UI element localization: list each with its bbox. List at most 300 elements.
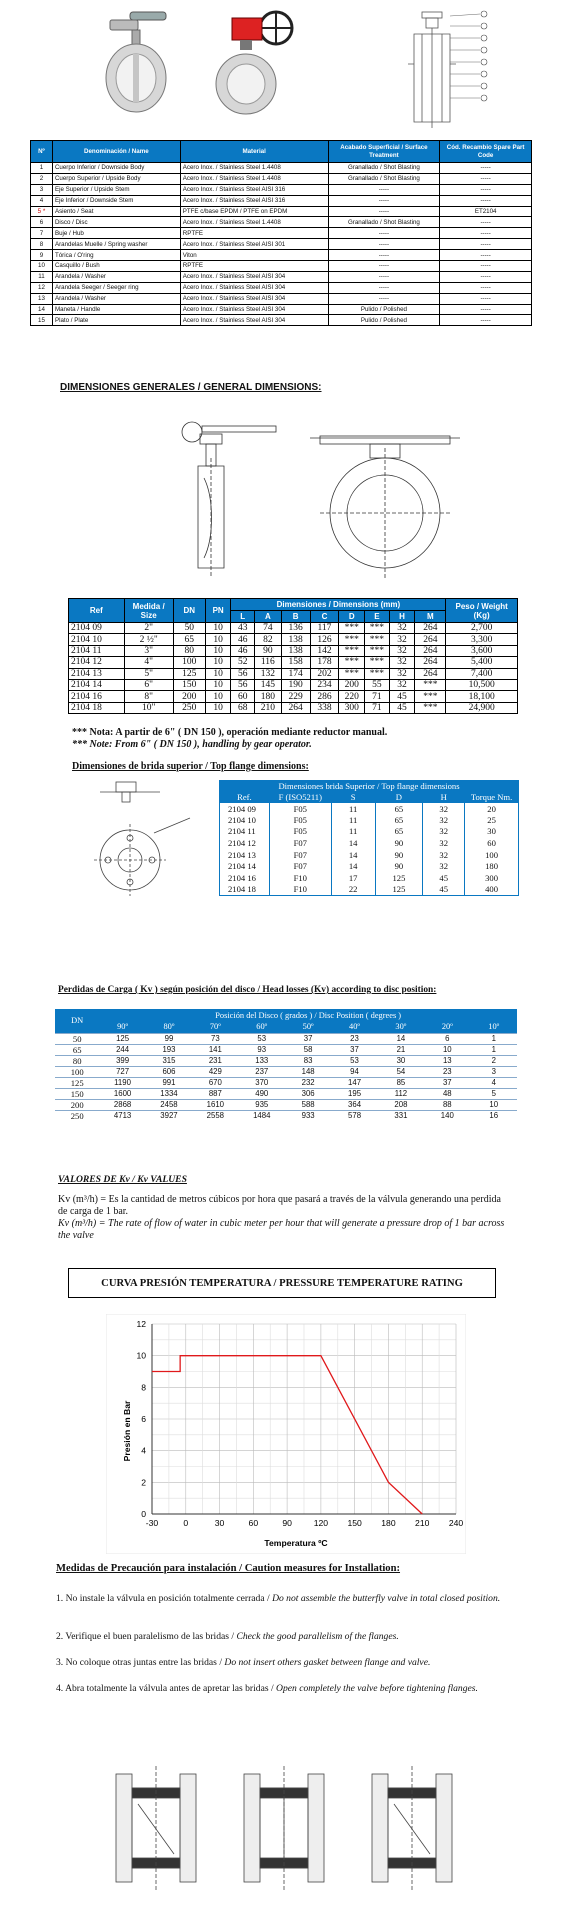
kv-cell: 370 — [239, 1077, 285, 1088]
parts-cell: ----- — [328, 184, 440, 195]
dims-cell: 178 — [310, 657, 339, 668]
kv-cell: 195 — [331, 1088, 377, 1099]
parts-cell: RPTFE — [180, 228, 328, 239]
parts-row — [31, 261, 532, 272]
dims-cell: 32 — [389, 668, 415, 679]
col-header: 10º — [471, 1021, 518, 1033]
parts-cell: Acero Inox. / Stainless Steel AISI 316 — [180, 195, 328, 206]
parts-cell: Acero Inox. / Stainless Steel 1.4408 — [180, 217, 328, 228]
kv-cell: 99 — [146, 1033, 192, 1044]
parts-row — [31, 271, 532, 282]
dims-cell: 264 — [415, 668, 446, 679]
dims-cell: 145 — [254, 679, 281, 690]
flange-cell: 2104 10 — [220, 814, 270, 826]
kv-cell: 1190 — [99, 1077, 145, 1088]
parts-cell: ----- — [440, 271, 532, 282]
dims-cell: 56 — [231, 668, 255, 679]
kv-cell: 37 — [424, 1077, 470, 1088]
dims-cell: 18,100 — [446, 691, 518, 702]
col-subheader: H — [389, 611, 415, 623]
kv-cell: 727 — [99, 1066, 145, 1077]
parts-cell: RPTFE — [180, 261, 328, 272]
dims-cell: 264 — [415, 657, 446, 668]
kv-cell: 3927 — [146, 1110, 192, 1121]
col-header: F (ISO5211) — [269, 792, 331, 803]
flange-cell: 2104 18 — [220, 884, 270, 896]
flange-cell: 17 — [331, 872, 375, 884]
flange-row — [220, 860, 519, 872]
col-header: Cód. Recambio Spare Part Code — [440, 141, 532, 163]
dims-cell: 74 — [254, 623, 281, 634]
flange-cell: 22 — [331, 884, 375, 896]
flange-cell: F05 — [269, 814, 331, 826]
kv-cell: 148 — [285, 1066, 331, 1077]
parts-cell: Arandela / Washer — [52, 293, 180, 304]
col-header: Nº — [31, 141, 53, 163]
kv-desc-es: Kv (m³/h) = Es la cantidad de metros cúbicos por hora que pasará a través de la válvula generando una perdida de carga de 1 bar. — [58, 1194, 501, 1217]
parts-cell: 15 — [31, 315, 53, 326]
caution-item — [56, 1683, 506, 1695]
dims-cell: 125 — [173, 668, 205, 679]
col-header: 60º — [239, 1021, 285, 1033]
flange-cell: 25 — [465, 814, 519, 826]
col-header: Material — [180, 141, 328, 163]
parts-row — [31, 206, 532, 217]
caution-en: Do not insert others gasket between flange and valve. — [224, 1657, 431, 1668]
note-en: *** Note: From 6" ( DN 150 ), handling by gear operator. — [72, 739, 312, 750]
y-tick-label: 2 — [141, 1477, 146, 1488]
flange-cell: 2104 11 — [220, 826, 270, 838]
parts-cell: ----- — [328, 261, 440, 272]
dims-cell: 116 — [254, 657, 281, 668]
flange-cell: 65 — [375, 826, 423, 838]
kv-cell: 1 — [471, 1033, 518, 1044]
flange-cell: 45 — [423, 872, 465, 884]
dims-cell: 5,400 — [446, 657, 518, 668]
dims-cell: 234 — [310, 679, 339, 690]
parts-cell: Disco / Disc — [52, 217, 180, 228]
dims-table — [68, 598, 518, 714]
kv-cell: 399 — [99, 1055, 145, 1066]
dims-cell: 264 — [281, 702, 310, 713]
dims-cell: 71 — [365, 691, 390, 702]
kv-cell: 16 — [471, 1110, 518, 1121]
parts-cell: ----- — [440, 293, 532, 304]
parts-cell: 9 — [31, 250, 53, 261]
dims-cell: *** — [365, 668, 390, 679]
kv-cell: 4 — [471, 1077, 518, 1088]
flange-cell: 14 — [331, 860, 375, 872]
flange-cell: 2104 12 — [220, 837, 270, 849]
col-header: 80º — [146, 1021, 192, 1033]
kv-cell: 231 — [192, 1055, 238, 1066]
dims-row — [69, 634, 518, 645]
parts-cell: Eje Superior / Upside Stem — [52, 184, 180, 195]
parts-cell: Tórica / O'ring — [52, 250, 180, 261]
col-header: Peso / Weight (Kg) — [446, 599, 518, 623]
kv-values-title: VALORES DE Kv / Kv VALUES — [58, 1174, 187, 1185]
kv-cell: 85 — [378, 1077, 424, 1088]
dims-cell: 300 — [339, 702, 365, 713]
parts-cell: Granallado / Shot Blasting — [328, 217, 440, 228]
kv-cell: 887 — [192, 1088, 238, 1099]
kv-cell: 578 — [331, 1110, 377, 1121]
dims-cell: 32 — [389, 645, 415, 656]
kv-cell: 10 — [471, 1099, 518, 1110]
flange-row — [220, 814, 519, 826]
dims-cell: 52 — [231, 657, 255, 668]
parts-cell: ----- — [440, 173, 532, 184]
kv-cell: 147 — [331, 1077, 377, 1088]
col-header: Dimensiones / Dimensions (mm) — [231, 599, 446, 611]
dims-cell: 200 — [173, 691, 205, 702]
dims-cell: 32 — [389, 679, 415, 690]
kv-cell: 30 — [378, 1055, 424, 1066]
dims-cell: 138 — [281, 634, 310, 645]
dims-cell: 264 — [415, 623, 446, 634]
caution-en: Do not assemble the butterfly valve in total closed position. — [272, 1593, 501, 1604]
kv-row — [55, 1099, 517, 1110]
parts-row — [31, 173, 532, 184]
kv-cell: 37 — [331, 1044, 377, 1055]
dims-cell: 50 — [173, 623, 205, 634]
kv-cell: 2868 — [99, 1099, 145, 1110]
note-es: *** Nota: A partir de 6" ( DN 150 ), operación mediante reductor manual. — [72, 727, 388, 738]
parts-cell: 7 — [31, 228, 53, 239]
x-tick-label: 210 — [415, 1518, 430, 1528]
kv-cell: 200 — [55, 1099, 99, 1110]
kv-cell: 125 — [55, 1077, 99, 1088]
dims-cell: 2104 11 — [69, 645, 125, 656]
dims-cell: 10 — [205, 623, 231, 634]
parts-cell: 11 — [31, 271, 53, 282]
parts-cell: Acero Inox. / Stainless Steel 1.4408 — [180, 173, 328, 184]
dims-cell: *** — [415, 691, 446, 702]
col-header: Acabado Superficial / Surface Treatment — [328, 141, 440, 163]
kv-row — [55, 1110, 517, 1121]
kv-cell: 244 — [99, 1044, 145, 1055]
parts-cell: Maneta / Handle — [52, 304, 180, 315]
y-tick-label: 12 — [136, 1319, 146, 1329]
dims-cell: 210 — [254, 702, 281, 713]
kv-cell: 193 — [146, 1044, 192, 1055]
parts-cell: ----- — [328, 250, 440, 261]
caution-en: Check the good parallelism of the flanges. — [236, 1631, 399, 1642]
parts-cell: ----- — [440, 315, 532, 326]
kv-cell: 991 — [146, 1077, 192, 1088]
x-tick-label: 0 — [183, 1518, 189, 1528]
kv-row — [55, 1055, 517, 1066]
col-header: Denominación / Name — [52, 141, 180, 163]
flange-cell: 14 — [331, 849, 375, 861]
y-tick-label: 4 — [141, 1445, 146, 1456]
dims-cell: 150 — [173, 679, 205, 690]
dims-cell: 32 — [389, 657, 415, 668]
kv-cell: 588 — [285, 1099, 331, 1110]
flange-cell: 11 — [331, 803, 375, 815]
parts-cell: Pulido / Polished — [328, 304, 440, 315]
x-tick-label: 180 — [381, 1518, 396, 1528]
parts-header-row — [31, 141, 532, 163]
dims-cell: 264 — [415, 634, 446, 645]
dims-cell: *** — [365, 634, 390, 645]
dims-title: DIMENSIONES GENERALES / GENERAL DIMENSIONS: — [60, 382, 322, 393]
flange-row — [220, 884, 519, 896]
parts-cell: Asiento / Seat — [52, 206, 180, 217]
parts-cell: 4 — [31, 195, 53, 206]
kv-cell: 2558 — [192, 1110, 238, 1121]
dims-cell: *** — [415, 679, 446, 690]
dims-cell: 5" — [124, 668, 173, 679]
dims-cell: 338 — [310, 702, 339, 713]
flange-cell: 400 — [465, 884, 519, 896]
parts-cell: ----- — [440, 261, 532, 272]
dims-cell: 82 — [254, 634, 281, 645]
parts-cell: Acero Inox. / Stainless Steel AISI 304 — [180, 293, 328, 304]
col-subheader: A — [254, 611, 281, 623]
col-header: PN — [205, 599, 231, 623]
kv-cell: 14 — [378, 1033, 424, 1044]
dims-cell: 32 — [389, 634, 415, 645]
kv-cell: 331 — [378, 1110, 424, 1121]
flange-cell: 2104 13 — [220, 849, 270, 861]
x-tick-label: -30 — [145, 1518, 159, 1528]
col-header: 40º — [331, 1021, 377, 1033]
kv-cell: 1610 — [192, 1099, 238, 1110]
dims-cell: 10 — [205, 691, 231, 702]
front-view-drawing — [300, 418, 470, 583]
dims-cell: *** — [365, 657, 390, 668]
dims-cell: 10 — [205, 657, 231, 668]
parts-table — [30, 140, 532, 326]
col-header: Torque Nm. — [465, 792, 519, 803]
dims-cell: 229 — [281, 691, 310, 702]
dims-cell: 2104 12 — [69, 657, 125, 668]
kv-cell: 250 — [55, 1110, 99, 1121]
dims-cell: 190 — [281, 679, 310, 690]
dims-cell: 4" — [124, 657, 173, 668]
kv-row — [55, 1033, 517, 1044]
flange-table — [219, 780, 519, 896]
caution-es: 1. No instale la válvula en posición totalmente cerrada / — [56, 1593, 273, 1604]
dims-cell: 6" — [124, 679, 173, 690]
parts-cell: 2 — [31, 173, 53, 184]
dims-cell: 220 — [339, 691, 365, 702]
parts-cell: ----- — [440, 217, 532, 228]
flange-cell: F10 — [269, 872, 331, 884]
parts-row — [31, 228, 532, 239]
dims-cell: 3,300 — [446, 634, 518, 645]
kv-cell: 94 — [331, 1066, 377, 1077]
dims-cell: 68 — [231, 702, 255, 713]
parts-body — [31, 163, 532, 326]
kv-cell: 140 — [424, 1110, 470, 1121]
dims-cell: 46 — [231, 634, 255, 645]
parts-cell: Pulido / Polished — [328, 315, 440, 326]
kv-cell: 237 — [239, 1066, 285, 1077]
parts-cell: ----- — [328, 228, 440, 239]
caution-es: 2. Verifique el buen paralelismo de las bridas / — [56, 1631, 237, 1642]
parts-cell: Granallado / Shot Blasting — [328, 163, 440, 174]
kv-cell: 58 — [285, 1044, 331, 1055]
dims-cell: 43 — [231, 623, 255, 634]
dims-cell: *** — [365, 623, 390, 634]
dims-cell: 132 — [254, 668, 281, 679]
installation-drawings — [108, 1764, 468, 1892]
parts-cell: Acero Inox. / Stainless Steel AISI 316 — [180, 184, 328, 195]
dims-cell: 202 — [310, 668, 339, 679]
dims-cell: 138 — [281, 645, 310, 656]
kv-cell: 364 — [331, 1099, 377, 1110]
flange-cell: F07 — [269, 837, 331, 849]
flange-table-title: Dimensiones brida Superior / Top flange dimensions — [220, 781, 519, 792]
dims-cell: 46 — [231, 645, 255, 656]
dims-row — [69, 645, 518, 656]
kv-cell: 208 — [378, 1099, 424, 1110]
parts-cell: Eje Inferior / Downside Stem — [52, 195, 180, 206]
col-subheader: C — [310, 611, 339, 623]
x-tick-label: 30 — [214, 1518, 225, 1528]
dims-cell: 45 — [389, 702, 415, 713]
curve-box-title: CURVA PRESIÓN TEMPERATURA / PRESSURE TEMPERATURE RATING — [101, 1277, 463, 1289]
y-tick-label: 0 — [141, 1509, 146, 1519]
parts-cell: ----- — [328, 271, 440, 282]
parts-cell: 8 — [31, 239, 53, 250]
dims-cell: 136 — [281, 623, 310, 634]
flange-drawing — [90, 778, 215, 898]
dims-cell: 56 — [231, 679, 255, 690]
dims-cell: 10" — [124, 702, 173, 713]
kv-cell: 1334 — [146, 1088, 192, 1099]
flange-cell: F10 — [269, 884, 331, 896]
parts-cell: ----- — [328, 206, 440, 217]
col-subheader: B — [281, 611, 310, 623]
y-tick-label: 8 — [141, 1382, 146, 1393]
kv-cell: 2 — [471, 1055, 518, 1066]
flange-cell: 32 — [423, 814, 465, 826]
flange-cell: 125 — [375, 872, 423, 884]
parts-cell: Acero Inox. / Stainless Steel AISI 304 — [180, 304, 328, 315]
dims-cell: 55 — [365, 679, 390, 690]
parts-cell: ----- — [440, 228, 532, 239]
col-header: 50º — [285, 1021, 331, 1033]
dims-cell: 2104 14 — [69, 679, 125, 690]
dims-cell: 65 — [173, 634, 205, 645]
dims-row — [69, 668, 518, 679]
parts-row — [31, 250, 532, 261]
kv-row — [55, 1044, 517, 1055]
dims-cell: 126 — [310, 634, 339, 645]
parts-cell: Acero Inox. / Stainless Steel AISI 301 — [180, 239, 328, 250]
parts-cell: ----- — [328, 293, 440, 304]
kv-cell: 5 — [471, 1088, 518, 1099]
parts-cell: 3 — [31, 184, 53, 195]
dims-cell: *** — [339, 657, 365, 668]
kv-cell: 23 — [424, 1066, 470, 1077]
caution-item — [56, 1657, 506, 1669]
parts-row — [31, 239, 532, 250]
flange-cell: 20 — [465, 803, 519, 815]
kv-cell: 93 — [239, 1044, 285, 1055]
flange-cell: 100 — [465, 849, 519, 861]
dims-cell: 2" — [124, 623, 173, 634]
kv-cell: 54 — [378, 1066, 424, 1077]
parts-cell: Granallado / Shot Blasting — [328, 173, 440, 184]
flange-cell: 90 — [375, 860, 423, 872]
flange-cell: 300 — [465, 872, 519, 884]
parts-cell: 5 * — [31, 206, 53, 217]
pressure-temperature-chart — [106, 1314, 466, 1554]
flange-row — [220, 837, 519, 849]
col-header: 70º — [192, 1021, 238, 1033]
flange-cell: 2104 09 — [220, 803, 270, 815]
flange-cell: 2104 14 — [220, 860, 270, 872]
flange-cell: 11 — [331, 826, 375, 838]
dims-cell: 2104 18 — [69, 702, 125, 713]
kv-cell: 50 — [55, 1033, 99, 1044]
flange-cell: 14 — [331, 837, 375, 849]
valve-lever-photo — [100, 8, 172, 118]
parts-cell: Arandela Seeger / Seeger ring — [52, 282, 180, 293]
kv-cell: 65 — [55, 1044, 99, 1055]
flange-cell: 32 — [423, 849, 465, 861]
flange-cell: 32 — [423, 860, 465, 872]
dims-cell: 24,900 — [446, 702, 518, 713]
flange-cell: 125 — [375, 884, 423, 896]
parts-cell: Acero Inox. / Stainless Steel AISI 304 — [180, 271, 328, 282]
flange-row — [220, 849, 519, 861]
caution-es: 4. Abra totalmente la válvula antes de apretar las bridas / — [56, 1683, 277, 1694]
dims-row — [69, 691, 518, 702]
kv-cell: 306 — [285, 1088, 331, 1099]
parts-cell: ----- — [328, 282, 440, 293]
parts-cell: ----- — [440, 163, 532, 174]
dims-cell: 174 — [281, 668, 310, 679]
kv-cell: 670 — [192, 1077, 238, 1088]
kv-cell: 3 — [471, 1066, 518, 1077]
parts-cell: ET2104 — [440, 206, 532, 217]
kv-cell: 933 — [285, 1110, 331, 1121]
flange-cell: 65 — [375, 803, 423, 815]
kv-cell: 1 — [471, 1044, 518, 1055]
dims-cell: 10 — [205, 679, 231, 690]
dims-cell: 45 — [389, 691, 415, 702]
dims-cell: 200 — [339, 679, 365, 690]
kv-cell: 125 — [99, 1033, 145, 1044]
kv-row — [55, 1066, 517, 1077]
parts-row — [31, 315, 532, 326]
parts-cell: Arandela / Washer — [52, 271, 180, 282]
caution-en: Open completely the valve before tightening flanges. — [276, 1683, 478, 1694]
dims-cell: 2104 16 — [69, 691, 125, 702]
parts-row — [31, 163, 532, 174]
col-header: Posición del Disco ( grados ) / Disc Position ( degrees ) — [99, 1009, 517, 1021]
dims-cell: *** — [339, 668, 365, 679]
kv-cell: 112 — [378, 1088, 424, 1099]
parts-cell: 13 — [31, 293, 53, 304]
col-subheader: L — [231, 611, 255, 623]
exploded-parts-drawing — [392, 4, 502, 134]
kv-cell: 429 — [192, 1066, 238, 1077]
parts-cell: Acero Inox. / Stainless Steel 1.4408 — [180, 163, 328, 174]
dims-cell: 7,400 — [446, 668, 518, 679]
kv-cell: 80 — [55, 1055, 99, 1066]
y-tick-label: 6 — [141, 1414, 146, 1424]
flange-cell: F05 — [269, 803, 331, 815]
x-tick-label: 120 — [313, 1518, 329, 1528]
kv-cell: 100 — [55, 1066, 99, 1077]
kv-row — [55, 1077, 517, 1088]
